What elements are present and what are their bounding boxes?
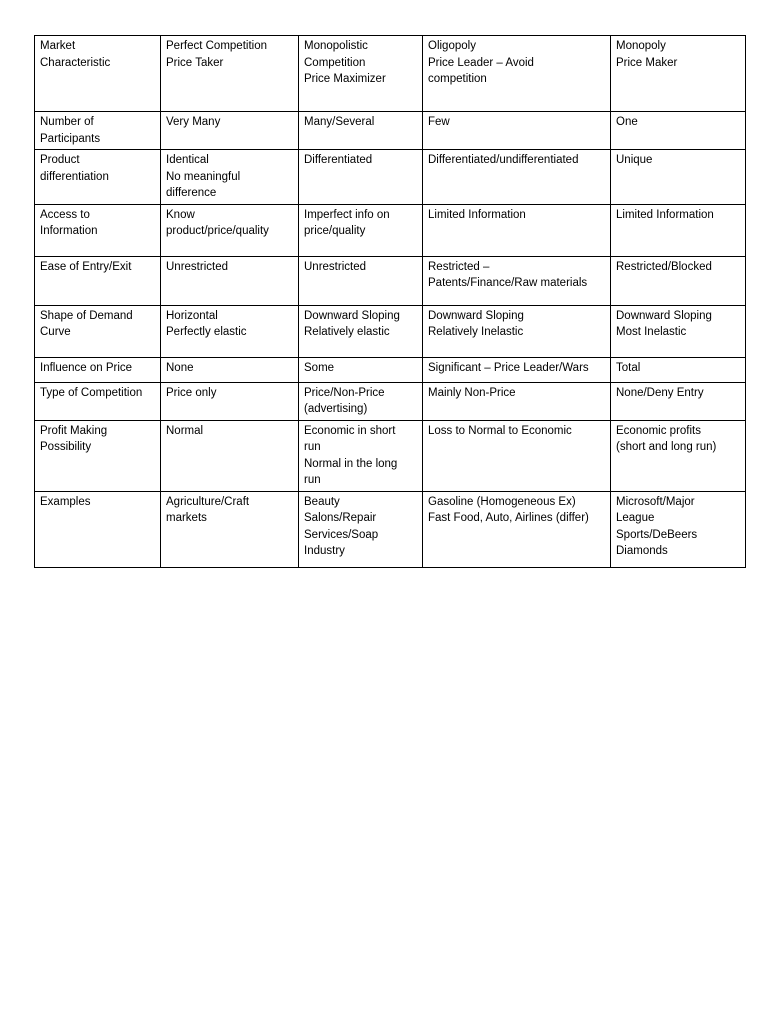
table-cell: Some — [299, 357, 423, 382]
table-cell: Significant – Price Leader/Wars — [423, 357, 611, 382]
table-cell: Downward Sloping Relatively elastic — [299, 305, 423, 357]
table-cell: Loss to Normal to Economic — [423, 420, 611, 491]
table-cell: Few — [423, 112, 611, 150]
table-cell: Downward Sloping Relatively Inelastic — [423, 305, 611, 357]
table-cell: Differentiated — [299, 150, 423, 205]
table-cell: Limited Information — [611, 204, 746, 256]
market-structure-table — [34, 35, 746, 568]
table-cell: Economic in short run Normal in the long run — [299, 420, 423, 491]
table-cell: Monopoly Price Maker — [611, 36, 746, 112]
table-cell: Market Characteristic — [35, 36, 161, 112]
table-cell: Total — [611, 357, 746, 382]
table-cell: Unrestricted — [299, 256, 423, 305]
table-row-header — [35, 36, 746, 112]
table-cell: Very Many — [161, 112, 299, 150]
table-cell: Access to Information — [35, 204, 161, 256]
table-cell: Microsoft/Major League Sports/DeBeers Diamonds — [611, 491, 746, 567]
table-cell: Ease of Entry/Exit — [35, 256, 161, 305]
table-cell: None/Deny Entry — [611, 382, 746, 420]
table-cell: Influence on Price — [35, 357, 161, 382]
table-cell: Identical No meaningful difference — [161, 150, 299, 205]
table-cell: Examples — [35, 491, 161, 567]
table-row — [35, 305, 746, 357]
table-row — [35, 382, 746, 420]
table-row — [35, 491, 746, 567]
table-cell: Price/Non-Price (advertising) — [299, 382, 423, 420]
table-cell: Price only — [161, 382, 299, 420]
table-cell: None — [161, 357, 299, 382]
table-cell: Beauty Salons/Repair Services/Soap Industry — [299, 491, 423, 567]
table-cell: Restricted/Blocked — [611, 256, 746, 305]
table-cell: Gasoline (Homogeneous Ex) Fast Food, Auto, Airlines (differ) — [423, 491, 611, 567]
table-cell: Differentiated/undifferentiated — [423, 150, 611, 205]
table-cell: Economic profits (short and long run) — [611, 420, 746, 491]
table-cell: Restricted – Patents/Finance/Raw materials — [423, 256, 611, 305]
table-cell: Unique — [611, 150, 746, 205]
table-row — [35, 204, 746, 256]
table-cell: Know product/price/quality — [161, 204, 299, 256]
table-row — [35, 357, 746, 382]
table-cell: Unrestricted — [161, 256, 299, 305]
table-cell: Agriculture/Craft markets — [161, 491, 299, 567]
table-cell: Oligopoly Price Leader – Avoid competition — [423, 36, 611, 112]
table-cell: Downward Sloping Most Inelastic — [611, 305, 746, 357]
table-cell: Monopolistic Competition Price Maximizer — [299, 36, 423, 112]
table-cell: Imperfect info on price/quality — [299, 204, 423, 256]
table-row — [35, 112, 746, 150]
table-row — [35, 420, 746, 491]
table-cell: Profit Making Possibility — [35, 420, 161, 491]
table-cell: Normal — [161, 420, 299, 491]
table-cell: One — [611, 112, 746, 150]
table-cell: Shape of Demand Curve — [35, 305, 161, 357]
table-row — [35, 150, 746, 205]
table-cell: Mainly Non-Price — [423, 382, 611, 420]
table-cell: Limited Information — [423, 204, 611, 256]
table-cell: Product differentiation — [35, 150, 161, 205]
table-row — [35, 256, 746, 305]
table-cell: Perfect Competition Price Taker — [161, 36, 299, 112]
table-cell: Number of Participants — [35, 112, 161, 150]
table-cell: Horizontal Perfectly elastic — [161, 305, 299, 357]
table-cell: Type of Competition — [35, 382, 161, 420]
table-cell: Many/Several — [299, 112, 423, 150]
